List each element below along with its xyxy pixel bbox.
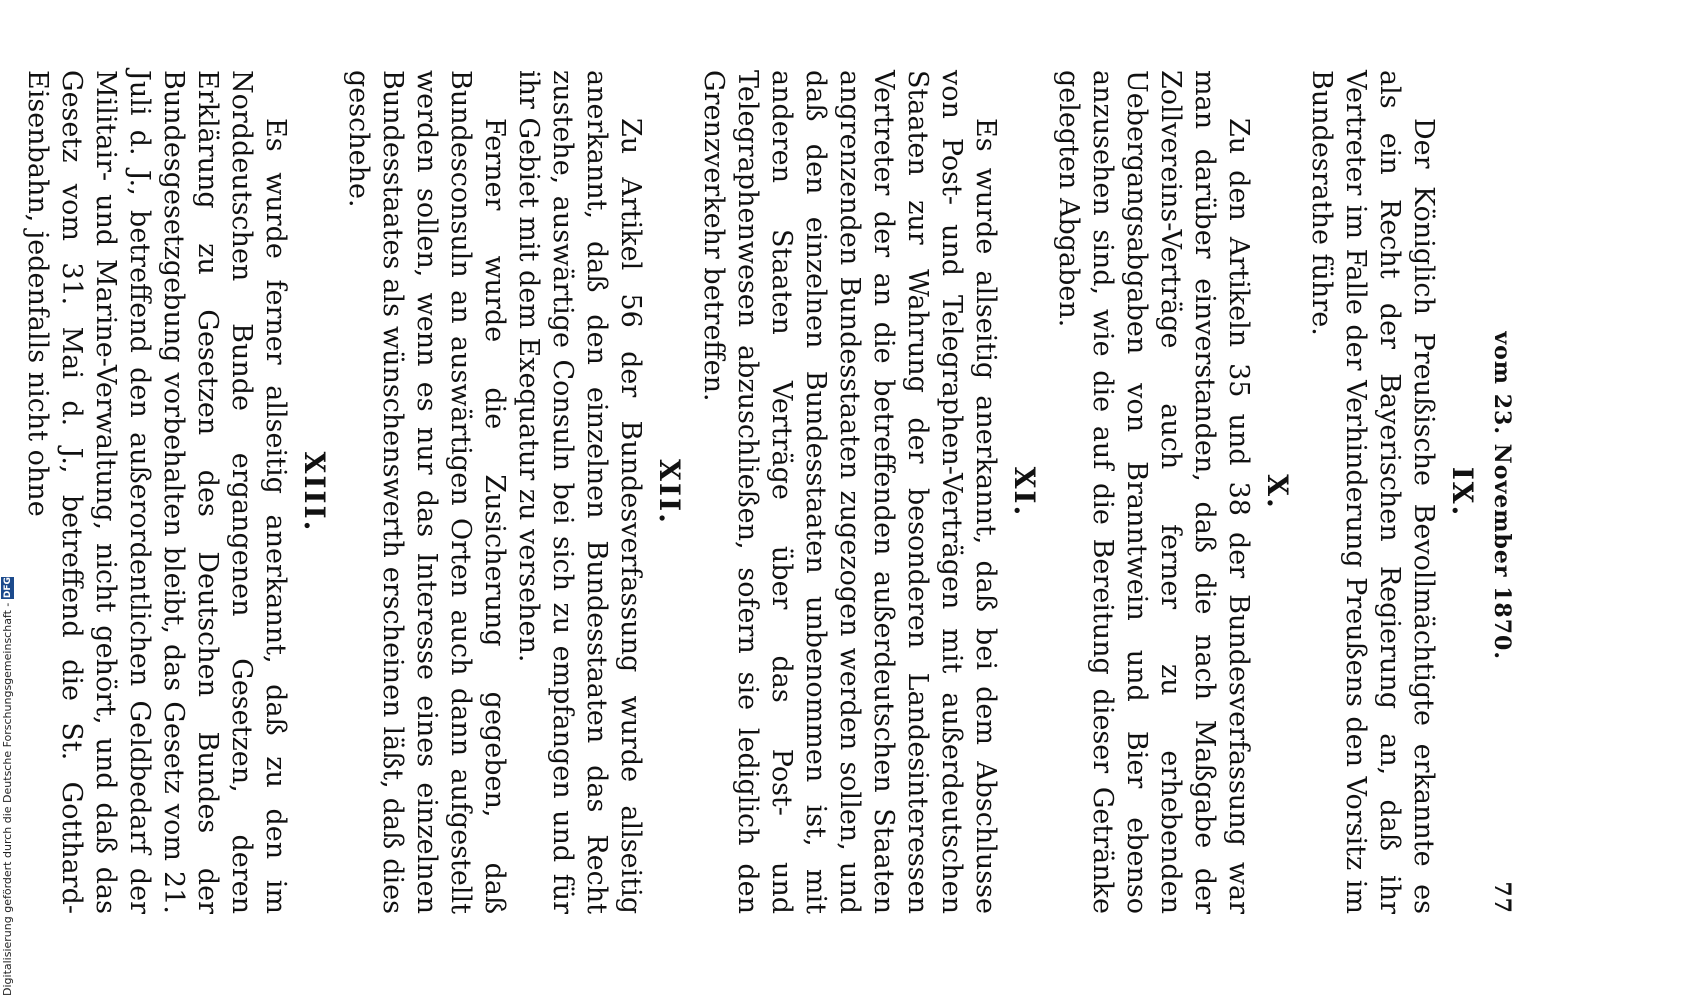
section-x [1051, 70, 1294, 914]
paragraph: Der Königlich Preußische Bevollmächtigte erkannte es als ein Recht der Bayerischen Regierung an, daß ihr Vertreter im Falle der Verhinderung Preußens den Vorsitz im Bundesrathe führe. [1306, 70, 1439, 914]
document-page [22, 42, 1533, 942]
paragraph: Ferner wurde die Zusicherung gegeben, daß Bundesconsuln an auswärtigen Orten auch dann aufgestellt werden sollen, wenn es nur das Interesse eines einzelnen Bundesstaates als wünschenswerth erscheinen läßt, daß dies geschehe. [343, 70, 510, 914]
side-footer-text: Digitalisierung gefördert durch die Deutsche Forschungsgemeinschaft - [1, 602, 14, 996]
paragraph: Zu den Artikeln 35 und 38 der Bundesverfassung war man darüber einverstanden, daß die nach Maßgabe der Zollvereins-Verträge auch ferner zu erhebenden Uebergangsabgaben von Branntwein und Bier ebenso anzusehen sind, wie die auf die Bereitung dieser Getränke gelegten Abgaben. [1053, 70, 1254, 914]
section-xiii [20, 70, 331, 914]
section-number: IX. [1446, 466, 1479, 518]
page-number: 77 [1489, 881, 1515, 914]
section-xii [341, 70, 686, 914]
section-xi [696, 70, 1041, 914]
section-number: X. [1261, 474, 1294, 510]
side-footer-text-container [1, 577, 14, 996]
paragraph: Zu Artikel 56 der Bundesverfassung wurde allseitig anerkannt, daß den einzelnen Bundesstaaten das Recht zustehe, auswärtige Consuln bei sich zu empfangen und für ihr Gebiet mit dem Exequatur zu versehen. [513, 70, 646, 914]
section-number: XIII. [298, 451, 331, 533]
paragraph: Es wurde ferner allseitig anerkannt, daß zu den im Norddeutschen Bunde ergangenen Gesetzen, deren Erklärung zu Gesetzen des Deutschen Bundes der Bundesgesetzgebung vorbehalten bleibt, das Gesetz vom 21. Juli d. J., betreffend den außerordentlichen Geldbedarf der Militair- und Marine-Verwaltung, nicht gehört, und daß das Gesetz vom 31. Mai d. J., betreffend die St. Gotthard-Eisenbahn, jedenfalls nicht ohne [22, 70, 291, 914]
header-date: vom 23. November 1870. [1489, 331, 1515, 661]
paragraph: Es wurde allseitig anerkannt, daß bei dem Abschlusse von Post- und Telegraphen-Verträgen mit außerdeutschen Staaten zur Wahrung der besonderen Landesinteressen Vertreter der an die betreffenden außerdeutschen Staaten angrenzenden Bundesstaaten zugezogen werden sollen, und daß den einzelnen Bundesstaaten unbenommen ist, mit anderen Staaten Verträge über das Post- und Telegraphenwesen abzuschließen, sofern sie lediglich den Grenzverkehr betreffen. [698, 70, 1001, 914]
dfg-logo-icon: DFG [2, 577, 13, 599]
section-number: XII. [653, 459, 686, 525]
section-ix [1304, 70, 1479, 914]
page-header [1489, 70, 1515, 914]
section-number: XI. [1008, 466, 1041, 518]
scanned-page-area [22, 12, 1538, 972]
side-footer [0, 0, 22, 1000]
